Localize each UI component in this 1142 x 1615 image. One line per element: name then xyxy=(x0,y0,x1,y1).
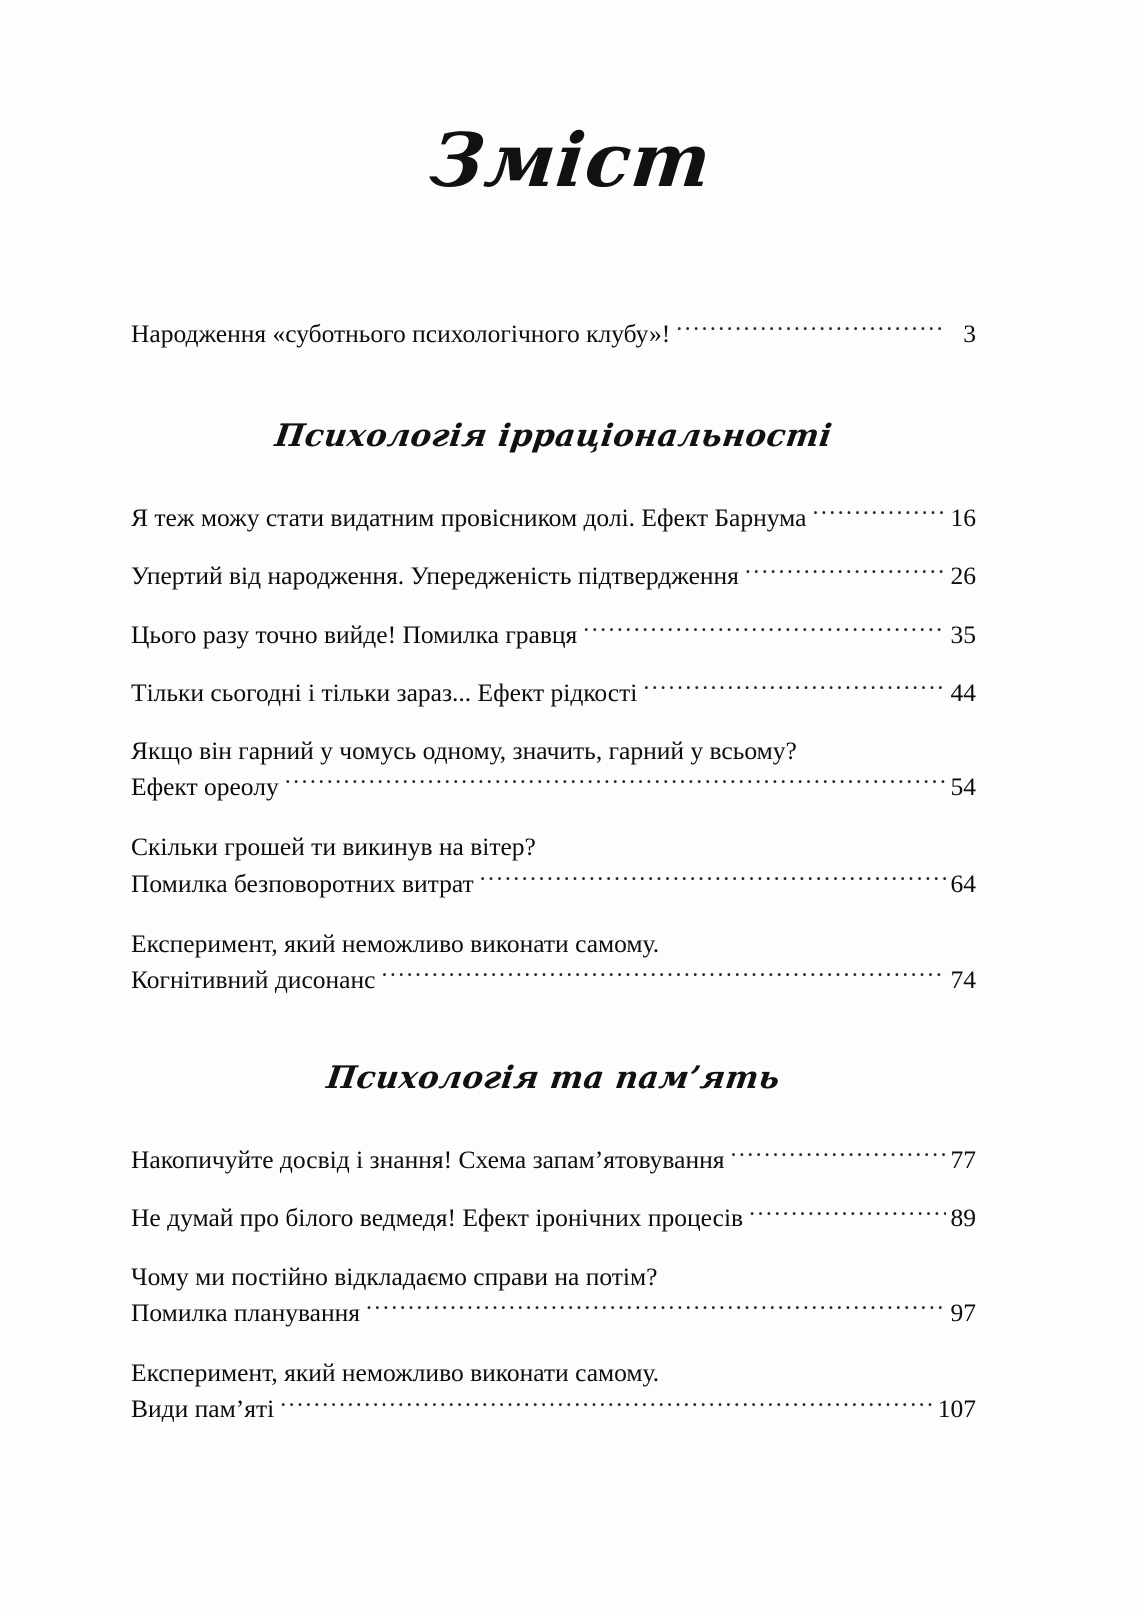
toc-entry-page-number: 3 xyxy=(963,319,976,348)
toc-entry-page-number: 16 xyxy=(950,503,976,533)
toc-entry[interactable] xyxy=(131,1200,976,1236)
toc-entry-label: Народження «суботнього психологічного клубу»! xyxy=(131,319,671,348)
toc-entry[interactable] xyxy=(131,558,976,594)
toc-entry-intro[interactable] xyxy=(131,316,976,352)
toc-entry-label: Накопичуйте досвід і знання! Схема запам’ятовування xyxy=(131,1145,725,1175)
toc-entry-label: Не думай про білого ведмедя! Ефект іронічних процесів xyxy=(131,1203,744,1233)
toc-entry-label-line1: Експеримент, який неможливо виконати самому. xyxy=(131,928,660,958)
toc-entry-page-number: 97 xyxy=(950,1297,976,1327)
toc-entry-label-line1: Скільки грошей ти викинув на вітер? xyxy=(131,832,536,862)
toc-entry[interactable] xyxy=(131,926,976,998)
dot-leader xyxy=(643,675,946,701)
dot-leader xyxy=(583,617,946,643)
toc-entry[interactable] xyxy=(131,733,976,805)
toc-entry-page-number: 74 xyxy=(950,965,976,995)
toc-entry[interactable] xyxy=(131,617,976,653)
dot-leader xyxy=(366,1295,946,1321)
section-entries-memory xyxy=(131,1142,976,1427)
toc-entry[interactable] xyxy=(131,1259,976,1331)
toc-entry-page-number: 44 xyxy=(950,677,976,707)
toc-entry-page-number: 77 xyxy=(950,1145,976,1175)
toc-entry-page-number: 54 xyxy=(950,772,976,802)
dot-leader xyxy=(812,501,946,527)
dot-leader xyxy=(749,1201,946,1227)
toc-entry-label-line2: Помилка безповоротних витрат xyxy=(131,868,474,898)
toc-entry[interactable] xyxy=(131,500,976,536)
toc-entry-label: Я теж можу стати видатним провісником долі. Ефект Барнума xyxy=(131,503,807,533)
dot-leader xyxy=(381,963,946,989)
toc-entry[interactable] xyxy=(131,829,976,901)
toc-entry-page-number: 35 xyxy=(950,619,976,649)
section-heading-memory: Психологія та пам’ять xyxy=(324,1060,783,1097)
toc-content xyxy=(131,316,976,1451)
toc-entry-page-number: 26 xyxy=(950,561,976,591)
section-entries-irrationality xyxy=(131,500,976,998)
toc-entry-page-number: 107 xyxy=(937,1394,976,1424)
toc-entry-label: Тільки сьогодні і тільки зараз... Ефект рідкості xyxy=(131,677,638,707)
dot-leader xyxy=(280,1392,934,1418)
toc-entry[interactable] xyxy=(131,1355,976,1427)
toc-entry-label-line2: Види пам’яті xyxy=(131,1394,275,1424)
toc-entry-page-number: 64 xyxy=(950,868,976,898)
toc-entry[interactable] xyxy=(131,1142,976,1178)
dot-leader xyxy=(285,770,946,796)
dot-leader xyxy=(730,1143,946,1169)
toc-entry-page-number: 89 xyxy=(950,1203,976,1233)
dot-leader xyxy=(745,559,946,585)
toc-entry[interactable] xyxy=(131,675,976,711)
toc-entry-label-line1: Якщо він гарний у чомусь одному, значить, гарний у всьому? xyxy=(131,736,797,766)
dot-leader xyxy=(676,317,946,343)
toc-entry-label-line1: Чому ми постійно відкладаємо справи на потім? xyxy=(131,1261,658,1291)
toc-entry-label-line2: Ефект ореолу xyxy=(131,772,279,802)
toc-entry-label: Цього разу точно вийде! Помилка гравця xyxy=(131,619,578,649)
dot-leader xyxy=(480,866,946,892)
toc-entry-label-line2: Когнітивний дисонанс xyxy=(131,965,376,995)
section-heading-irrationality: Психологія ірраціональності xyxy=(272,418,835,455)
page-title: Зміст xyxy=(426,118,716,204)
toc-entry-label-line2: Помилка планування xyxy=(131,1297,361,1327)
toc-entry-label-line1: Експеримент, який неможливо виконати самому. xyxy=(131,1358,660,1388)
toc-entry-label: Упертий від народження. Упередженість підтвердження xyxy=(131,561,739,591)
